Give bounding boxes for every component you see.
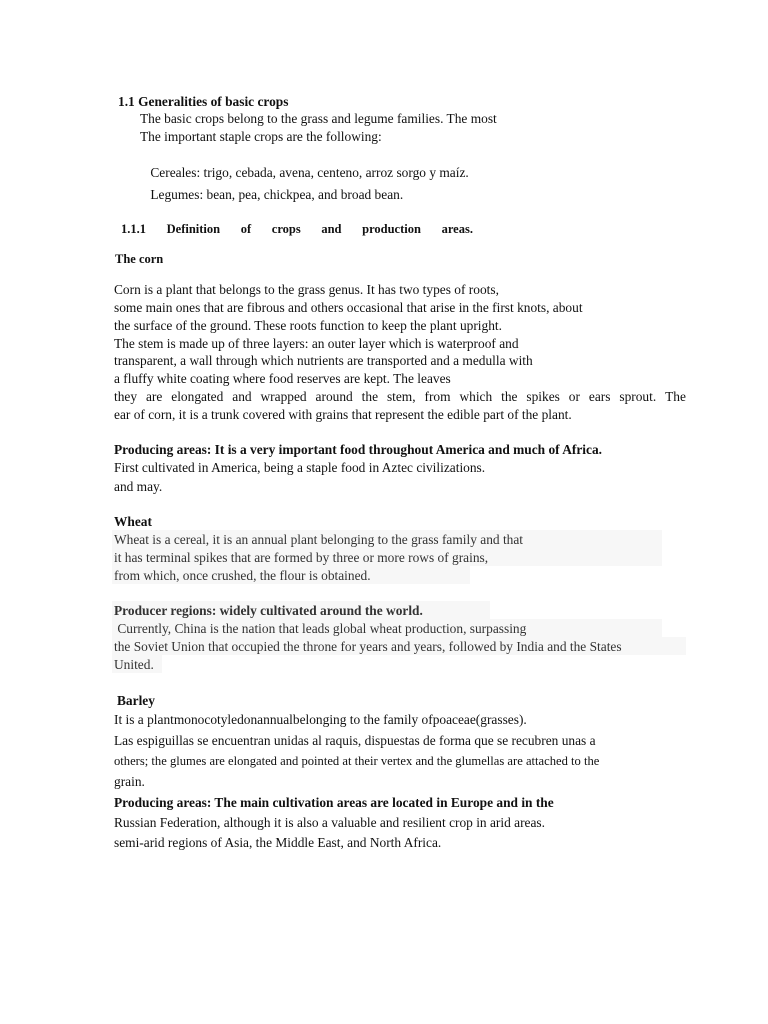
word: sprout.	[619, 389, 657, 404]
word: are	[145, 389, 163, 404]
bullet-text: Legumes: bean, pea, chickpea, and broad bean.	[150, 187, 404, 202]
bullet-item	[134, 165, 469, 181]
barley-line: It is a plantmonocotyledonannualbelonging to the family ofpoaceae(grasses).	[114, 712, 527, 727]
corn-line: some main ones that are fibrous and others occasional that arise in the first knots, about	[114, 300, 583, 315]
corn-title: The corn	[115, 252, 164, 266]
section-heading: 1.1 Generalities of basic crops	[118, 94, 289, 109]
word: or	[568, 389, 580, 404]
heading-word: and	[321, 222, 342, 236]
bullet-item	[134, 187, 403, 203]
corn-line: ear of corn, it is a trunk covered with grains that represent the edible part of the plant.	[114, 407, 572, 422]
wheat-title: Wheat	[114, 514, 152, 529]
word: ears	[588, 389, 611, 404]
word: and	[232, 389, 252, 404]
barley-areas-line: Russian Federation, although it is also a valuable and resilient crop in arid areas.	[114, 815, 545, 830]
word: they	[114, 389, 138, 404]
barley-line: Las espiguillas se encuentran unidas al raquis, dispuestas de forma que se recubren unas a	[114, 733, 596, 748]
subsection-heading	[121, 221, 473, 237]
barley-title: Barley	[117, 693, 155, 708]
intro-line: The basic crops belong to the grass and legume families. The most	[140, 111, 497, 126]
corn-line: a fluffy white coating where food reserves are kept. The leaves	[114, 371, 451, 386]
heading-word: 1.1.1	[121, 222, 146, 236]
corn-line: the surface of the ground. These roots function to keep the plant upright.	[114, 318, 502, 333]
heading-word: areas.	[441, 222, 473, 236]
word: the	[361, 389, 379, 404]
word: The	[665, 389, 686, 404]
heading-word: Definition	[166, 222, 221, 236]
corn-line: The stem is made up of three layers: an outer layer which is waterproof and	[114, 336, 519, 351]
corn-line: Corn is a plant that belongs to the grass genus. It has two types of roots,	[114, 282, 499, 297]
heading-word: of	[240, 222, 252, 236]
corn-justified-line	[114, 389, 686, 405]
barley-producing-areas: Producing areas: The main cultivation areas are located in Europe and in the	[114, 795, 554, 810]
wheat-line: from which, once crushed, the flour is obtained.	[114, 568, 371, 583]
word: which	[459, 389, 493, 404]
corn-line: transparent, a wall through which nutrients are transported and a medulla with	[114, 353, 533, 368]
corn-areas-line: and may.	[114, 479, 163, 494]
corn-areas-line: First cultivated in America, being a staple food in Aztec civilizations.	[114, 460, 486, 475]
word: the	[501, 389, 518, 404]
bullet-text: Cereales: trigo, cebada, avena, centeno, arroz sorgo y maíz.	[150, 165, 469, 180]
barley-line: grain.	[114, 774, 145, 789]
wheat-producer-regions: Producer regions: widely cultivated around the world.	[114, 603, 423, 618]
intro-line: The important staple crops are the following:	[140, 129, 382, 144]
wheat-regions-line: United.	[114, 657, 154, 672]
word: wrapped	[260, 389, 307, 404]
word: spikes	[526, 389, 560, 404]
word: stem,	[386, 389, 416, 404]
wheat-regions-line: the Soviet Union that occupied the throne for years and years, followed by India and the States	[114, 639, 622, 654]
corn-producing-areas: Producing areas: It is a very important food throughout America and much of Africa.	[114, 442, 602, 457]
word: from	[424, 389, 451, 404]
word: around	[315, 389, 353, 404]
wheat-line: Wheat is a cereal, it is an annual plant belonging to the grass family and that	[114, 532, 524, 547]
word: elongated	[171, 389, 224, 404]
heading-word: production	[362, 222, 421, 236]
barley-line: others; the glumes are elongated and pointed at their vertex and the glumellas are attached to the	[114, 754, 600, 768]
barley-areas-line: semi-arid regions of Asia, the Middle East, and North Africa.	[114, 835, 442, 850]
wheat-regions-line: Currently, China is the nation that leads global wheat production, surpassing	[114, 621, 527, 636]
wheat-line: it has terminal spikes that are formed by three or more rows of grains,	[114, 550, 489, 565]
heading-word: crops	[271, 222, 301, 236]
